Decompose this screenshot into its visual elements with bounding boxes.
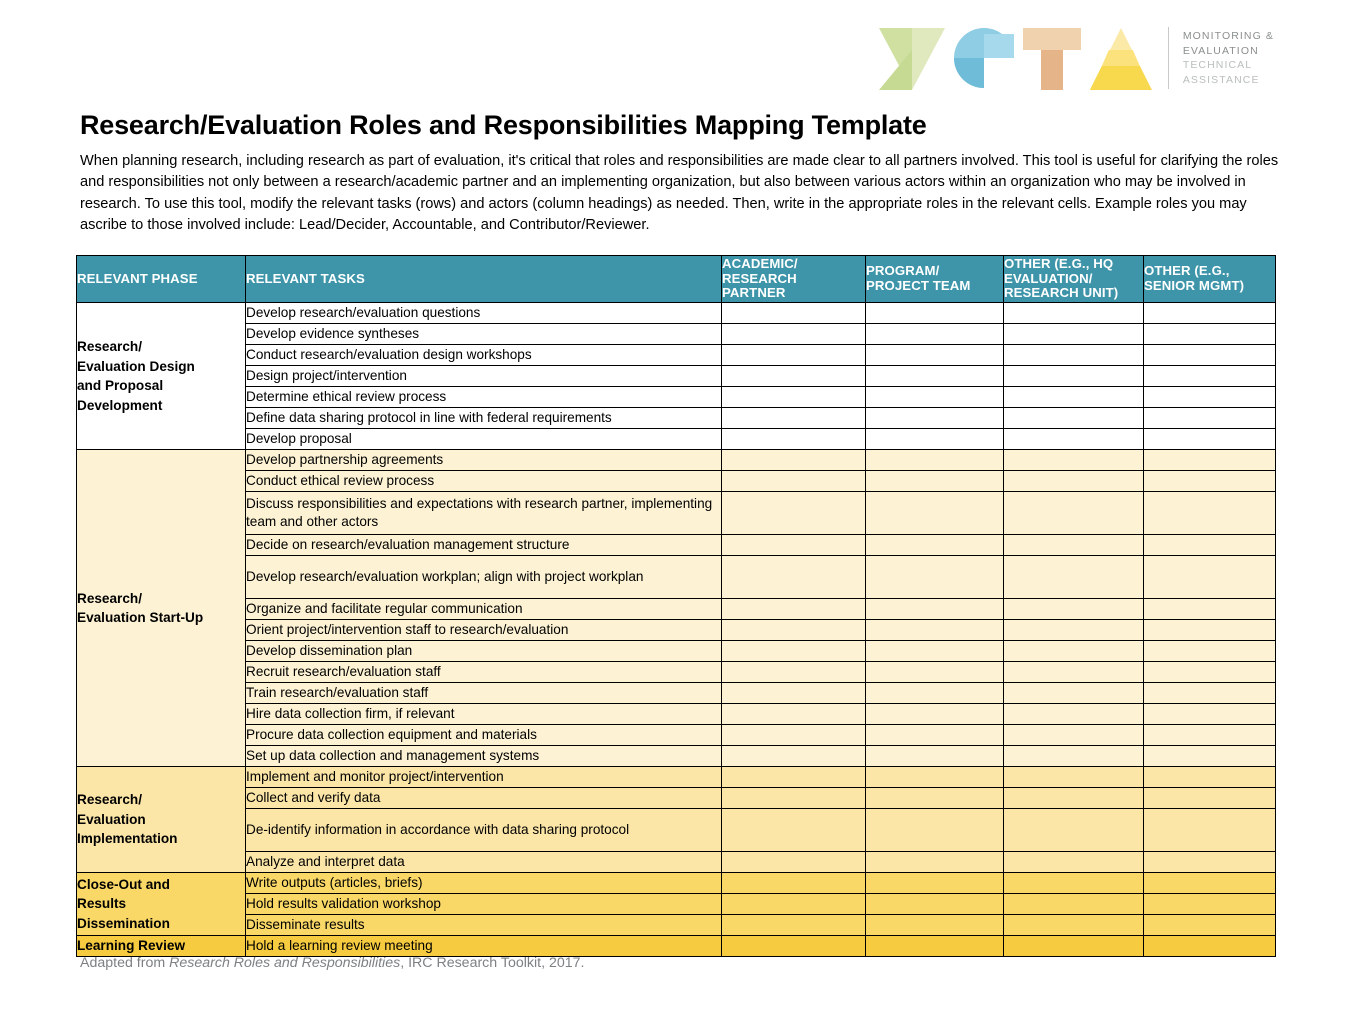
table-row [77, 852, 1276, 873]
role-entry-cell-program-project-team[interactable] [866, 303, 1004, 324]
role-entry-cell-program-project-team[interactable] [866, 387, 1004, 408]
role-entry-cell-program-project-team[interactable] [866, 556, 1004, 599]
table-row [77, 936, 1276, 957]
role-entry-cell-other-senior-mgmt[interactable] [1144, 683, 1276, 704]
phase-cell [77, 873, 246, 936]
role-entry-cell-other-hq-evaluation[interactable] [1004, 641, 1144, 662]
phase-label-line: Close-Out and [77, 876, 170, 892]
table-row [77, 408, 1276, 429]
table-row [77, 366, 1276, 387]
role-entry-cell-program-project-team[interactable] [866, 746, 1004, 767]
role-entry-cell-program-project-team[interactable] [866, 408, 1004, 429]
task-cell: Conduct ethical review process [246, 471, 722, 492]
table-row [77, 556, 1276, 599]
role-entry-cell-other-hq-evaluation[interactable] [1004, 620, 1144, 641]
phase-cell [77, 936, 246, 957]
role-entry-cell-other-senior-mgmt[interactable] [1144, 471, 1276, 492]
phase-cell [77, 303, 246, 450]
role-entry-cell-other-senior-mgmt[interactable] [1144, 535, 1276, 556]
role-entry-cell-academic-research-partner[interactable] [722, 492, 866, 535]
phase-label-line: Research/ [77, 590, 142, 606]
role-entry-cell-academic-research-partner[interactable] [722, 620, 866, 641]
role-entry-cell-academic-research-partner[interactable] [722, 303, 866, 324]
role-entry-cell-other-hq-evaluation[interactable] [1004, 936, 1144, 957]
role-entry-cell-other-hq-evaluation[interactable] [1004, 809, 1144, 852]
role-entry-cell-other-senior-mgmt[interactable] [1144, 852, 1276, 873]
role-entry-cell-academic-research-partner[interactable] [722, 556, 866, 599]
role-entry-cell-other-senior-mgmt[interactable] [1144, 894, 1276, 915]
task-cell: Hire data collection firm, if relevant [246, 704, 722, 725]
role-entry-cell-other-senior-mgmt[interactable] [1144, 936, 1276, 957]
role-entry-cell-program-project-team[interactable] [866, 873, 1004, 894]
task-cell: Collect and verify data [246, 788, 722, 809]
role-entry-cell-other-senior-mgmt[interactable] [1144, 408, 1276, 429]
role-entry-cell-program-project-team[interactable] [866, 324, 1004, 345]
role-entry-cell-academic-research-partner[interactable] [722, 725, 866, 746]
logo-tagline-line-1: MONITORING & [1182, 30, 1274, 42]
table-header-row [77, 256, 1276, 303]
role-entry-cell-other-senior-mgmt[interactable] [1144, 641, 1276, 662]
role-entry-cell-academic-research-partner[interactable] [722, 809, 866, 852]
role-entry-cell-academic-research-partner[interactable] [722, 683, 866, 704]
role-entry-cell-academic-research-partner[interactable] [722, 535, 866, 556]
role-entry-cell-other-senior-mgmt[interactable] [1144, 387, 1276, 408]
role-entry-cell-other-hq-evaluation[interactable] [1004, 662, 1144, 683]
role-entry-cell-academic-research-partner[interactable] [722, 641, 866, 662]
logo-letter-a-icon [1090, 28, 1152, 90]
role-entry-cell-academic-research-partner[interactable] [722, 852, 866, 873]
role-entry-cell-academic-research-partner[interactable] [722, 324, 866, 345]
task-cell: Train research/evaluation staff [246, 683, 722, 704]
role-entry-cell-program-project-team[interactable] [866, 852, 1004, 873]
role-entry-cell-academic-research-partner[interactable] [722, 429, 866, 450]
role-entry-cell-other-senior-mgmt[interactable] [1144, 429, 1276, 450]
task-cell: Determine ethical review process [246, 387, 722, 408]
role-entry-cell-academic-research-partner[interactable] [722, 471, 866, 492]
table-row [77, 599, 1276, 620]
task-cell: Conduct research/evaluation design workshops [246, 345, 722, 366]
table-row [77, 873, 1276, 894]
role-entry-cell-other-hq-evaluation[interactable] [1004, 599, 1144, 620]
table-row [77, 662, 1276, 683]
role-entry-cell-other-hq-evaluation[interactable] [1004, 471, 1144, 492]
task-cell: Develop proposal [246, 429, 722, 450]
phase-label-line: Research/ [77, 792, 142, 808]
table-row [77, 788, 1276, 809]
task-cell: Develop research/evaluation workplan; align with project workplan [246, 556, 722, 599]
role-entry-cell-other-hq-evaluation[interactable] [1004, 324, 1144, 345]
table-body [77, 303, 1276, 957]
role-entry-cell-program-project-team[interactable] [866, 725, 1004, 746]
table-row [77, 471, 1276, 492]
task-cell: Define data sharing protocol in line with federal requirements [246, 408, 722, 429]
role-entry-cell-other-senior-mgmt[interactable] [1144, 704, 1276, 725]
role-entry-cell-program-project-team[interactable] [866, 471, 1004, 492]
logo-tagline-line-2: EVALUATION [1182, 44, 1259, 57]
role-entry-cell-other-hq-evaluation[interactable] [1004, 725, 1144, 746]
role-entry-cell-academic-research-partner[interactable] [722, 873, 866, 894]
table-header [77, 256, 1276, 303]
role-entry-cell-other-hq-evaluation[interactable] [1004, 746, 1144, 767]
role-entry-cell-other-hq-evaluation[interactable] [1004, 894, 1144, 915]
logo-tagline-line-3: TECHNICAL [1182, 59, 1253, 71]
footnote-italic-title: Research Roles and Responsibilities [169, 955, 401, 971]
table-row [77, 894, 1276, 915]
role-entry-cell-other-senior-mgmt[interactable] [1144, 324, 1276, 345]
role-entry-cell-academic-research-partner[interactable] [722, 345, 866, 366]
role-entry-cell-other-senior-mgmt[interactable] [1144, 915, 1276, 936]
table-row [77, 641, 1276, 662]
role-entry-cell-program-project-team[interactable] [866, 345, 1004, 366]
role-entry-cell-other-hq-evaluation[interactable] [1004, 408, 1144, 429]
footnote-suffix: , IRC Research Toolkit, 2017. [400, 955, 585, 971]
table-row [77, 303, 1276, 324]
role-entry-cell-other-hq-evaluation[interactable] [1004, 345, 1144, 366]
logo-letter-t-icon [1023, 28, 1081, 90]
role-entry-cell-other-hq-evaluation[interactable] [1004, 303, 1144, 324]
task-cell: Develop research/evaluation questions [246, 303, 722, 324]
role-entry-cell-program-project-team[interactable] [866, 450, 1004, 471]
phase-label-line: Development [77, 397, 163, 413]
role-entry-cell-other-hq-evaluation[interactable] [1004, 429, 1144, 450]
role-entry-cell-other-hq-evaluation[interactable] [1004, 556, 1144, 599]
source-footnote [80, 955, 584, 971]
table-row [77, 387, 1276, 408]
table-row [77, 492, 1276, 535]
role-entry-cell-other-senior-mgmt[interactable] [1144, 366, 1276, 387]
roles-responsibilities-table [76, 255, 1276, 957]
role-entry-cell-academic-research-partner[interactable] [722, 408, 866, 429]
role-entry-cell-other-hq-evaluation[interactable] [1004, 852, 1144, 873]
col-header-relevant-tasks: RELEVANT TASKS [246, 256, 722, 303]
role-entry-cell-program-project-team[interactable] [866, 788, 1004, 809]
task-cell: Set up data collection and management systems [246, 746, 722, 767]
table-row [77, 767, 1276, 788]
phase-cell [77, 450, 246, 767]
col-header-relevant-phase: RELEVANT PHASE [77, 256, 246, 303]
role-entry-cell-other-hq-evaluation[interactable] [1004, 788, 1144, 809]
role-entry-cell-program-project-team[interactable] [866, 366, 1004, 387]
role-entry-cell-academic-research-partner[interactable] [722, 662, 866, 683]
role-entry-cell-other-senior-mgmt[interactable] [1144, 303, 1276, 324]
task-cell: Organize and facilitate regular communication [246, 599, 722, 620]
role-entry-cell-other-senior-mgmt[interactable] [1144, 599, 1276, 620]
table-row [77, 535, 1276, 556]
task-cell: Implement and monitor project/intervention [246, 767, 722, 788]
phase-label-line: Implementation [77, 831, 178, 847]
table-row [77, 746, 1276, 767]
role-entry-cell-program-project-team[interactable] [866, 620, 1004, 641]
role-entry-cell-academic-research-partner[interactable] [722, 788, 866, 809]
table-row [77, 725, 1276, 746]
role-entry-cell-other-hq-evaluation[interactable] [1004, 366, 1144, 387]
role-entry-cell-program-project-team[interactable] [866, 936, 1004, 957]
role-entry-cell-other-senior-mgmt[interactable] [1144, 450, 1276, 471]
task-cell: Develop dissemination plan [246, 641, 722, 662]
role-entry-cell-other-senior-mgmt[interactable] [1144, 492, 1276, 535]
role-entry-cell-academic-research-partner[interactable] [722, 450, 866, 471]
role-entry-cell-program-project-team[interactable] [866, 599, 1004, 620]
role-entry-cell-other-hq-evaluation[interactable] [1004, 915, 1144, 936]
task-cell: Design project/intervention [246, 366, 722, 387]
role-entry-cell-academic-research-partner[interactable] [722, 746, 866, 767]
table-row [77, 450, 1276, 471]
role-entry-cell-program-project-team[interactable] [866, 915, 1004, 936]
logo-letter-m-icon [879, 28, 945, 90]
phase-label-line: Learning Review [77, 938, 186, 954]
task-cell: Recruit research/evaluation staff [246, 662, 722, 683]
task-cell: Develop evidence syntheses [246, 324, 722, 345]
col-header-other-senior-mgmt: OTHER (E.G., SENIOR MGMT) [1144, 256, 1276, 303]
role-entry-cell-other-senior-mgmt[interactable] [1144, 873, 1276, 894]
role-entry-cell-academic-research-partner[interactable] [722, 366, 866, 387]
task-cell: Decide on research/evaluation management structure [246, 535, 722, 556]
task-cell: Write outputs (articles, briefs) [246, 873, 722, 894]
role-entry-cell-academic-research-partner[interactable] [722, 387, 866, 408]
role-entry-cell-other-senior-mgmt[interactable] [1144, 345, 1276, 366]
task-cell: Disseminate results [246, 915, 722, 936]
page-title: Research/Evaluation Roles and Responsibilities Mapping Template [80, 110, 927, 141]
logo-tagline-line-4: ASSISTANCE [1182, 73, 1260, 86]
table-row [77, 324, 1276, 345]
role-entry-cell-program-project-team[interactable] [866, 535, 1004, 556]
logo-tagline [1183, 27, 1274, 89]
role-entry-cell-other-senior-mgmt[interactable] [1144, 809, 1276, 852]
role-entry-cell-other-senior-mgmt[interactable] [1144, 556, 1276, 599]
table-row [77, 429, 1276, 450]
role-entry-cell-other-hq-evaluation[interactable] [1004, 535, 1144, 556]
task-cell: Analyze and interpret data [246, 852, 722, 873]
phase-label-line: Evaluation [77, 811, 146, 827]
role-entry-cell-other-hq-evaluation[interactable] [1004, 873, 1144, 894]
role-entry-cell-program-project-team[interactable] [866, 683, 1004, 704]
table-row [77, 809, 1276, 852]
footnote-prefix: Adapted from [80, 955, 170, 971]
role-entry-cell-other-hq-evaluation[interactable] [1004, 450, 1144, 471]
phase-label-line: and Proposal [77, 378, 164, 393]
task-cell: Procure data collection equipment and materials [246, 725, 722, 746]
role-entry-cell-academic-research-partner[interactable] [722, 704, 866, 725]
role-entry-cell-program-project-team[interactable] [866, 704, 1004, 725]
role-entry-cell-other-hq-evaluation[interactable] [1004, 387, 1144, 408]
role-entry-cell-program-project-team[interactable] [866, 641, 1004, 662]
logo-letter-e-icon [954, 28, 1014, 90]
role-entry-cell-academic-research-partner[interactable] [722, 894, 866, 915]
table-row [77, 683, 1276, 704]
phase-label-line: Evaluation Start-Up [77, 610, 204, 625]
table-row [77, 620, 1276, 641]
role-entry-cell-academic-research-partner[interactable] [722, 936, 866, 957]
col-header-program-project-team: PROGRAM/ PROJECT TEAM [866, 256, 1004, 303]
table-row [77, 704, 1276, 725]
role-entry-cell-other-senior-mgmt[interactable] [1144, 725, 1276, 746]
task-cell: Hold a learning review meeting [246, 936, 722, 957]
col-header-academic-research-partner: ACADEMIC/ RESEARCH PARTNER [722, 256, 866, 303]
role-entry-cell-other-senior-mgmt[interactable] [1144, 767, 1276, 788]
role-entry-cell-other-senior-mgmt[interactable] [1144, 662, 1276, 683]
phase-cell [77, 767, 246, 873]
col-header-other-hq-evaluation: OTHER (E.G., HQ EVALUATION/ RESEARCH UNIT) [1004, 256, 1144, 303]
table-row [77, 915, 1276, 936]
role-entry-cell-program-project-team[interactable] [866, 429, 1004, 450]
role-entry-cell-other-senior-mgmt[interactable] [1144, 788, 1276, 809]
role-entry-cell-other-hq-evaluation[interactable] [1004, 704, 1144, 725]
role-entry-cell-other-hq-evaluation[interactable] [1004, 683, 1144, 704]
intro-paragraph: When planning research, including research as part of evaluation, it's critical that roles and responsibilities are made clear to all partners involved. This tool is useful for clarifying the roles and responsibilities not only between a research/academic partner and an implementing organization, but also between various actors within an organization who may be involved in research. To use this tool, modify the relevant tasks (rows) and actors (column headings) as needed. Then, write in the appropriate roles in the relevant cells. Example roles you may ascribe to those involved include: Lead/Decider, Accountable, and Contributor/Reviewer. [80, 152, 1279, 234]
task-cell: Develop partnership agreements [246, 450, 722, 471]
phase-label-line: Dissemination [77, 915, 170, 931]
role-entry-cell-academic-research-partner[interactable] [722, 599, 866, 620]
table-row [77, 345, 1276, 366]
role-entry-cell-academic-research-partner[interactable] [722, 915, 866, 936]
task-cell: De-identify information in accordance with data sharing protocol [246, 809, 722, 852]
logo-divider [1168, 27, 1169, 89]
role-entry-cell-other-hq-evaluation[interactable] [1004, 767, 1144, 788]
role-entry-cell-academic-research-partner[interactable] [722, 767, 866, 788]
role-entry-cell-program-project-team[interactable] [866, 662, 1004, 683]
role-entry-cell-program-project-team[interactable] [866, 894, 1004, 915]
roles-table-wrapper [76, 255, 1275, 957]
task-cell: Orient project/intervention staff to research/evaluation [246, 620, 722, 641]
role-entry-cell-other-hq-evaluation[interactable] [1004, 492, 1144, 535]
role-entry-cell-program-project-team[interactable] [866, 767, 1004, 788]
role-entry-cell-other-senior-mgmt[interactable] [1144, 746, 1276, 767]
phase-label-line: Results [77, 896, 127, 912]
role-entry-cell-program-project-team[interactable] [866, 809, 1004, 852]
phase-label-line: Evaluation Design [77, 358, 195, 374]
task-cell: Discuss responsibilities and expectations with research partner, implementing team and other actors [246, 492, 722, 535]
meta-logo [879, 22, 1274, 94]
role-entry-cell-program-project-team[interactable] [866, 492, 1004, 535]
role-entry-cell-other-senior-mgmt[interactable] [1144, 620, 1276, 641]
task-cell: Hold results validation workshop [246, 894, 722, 915]
logo-glyph-group [879, 26, 1152, 90]
phase-label-line: Research/ [77, 339, 142, 354]
